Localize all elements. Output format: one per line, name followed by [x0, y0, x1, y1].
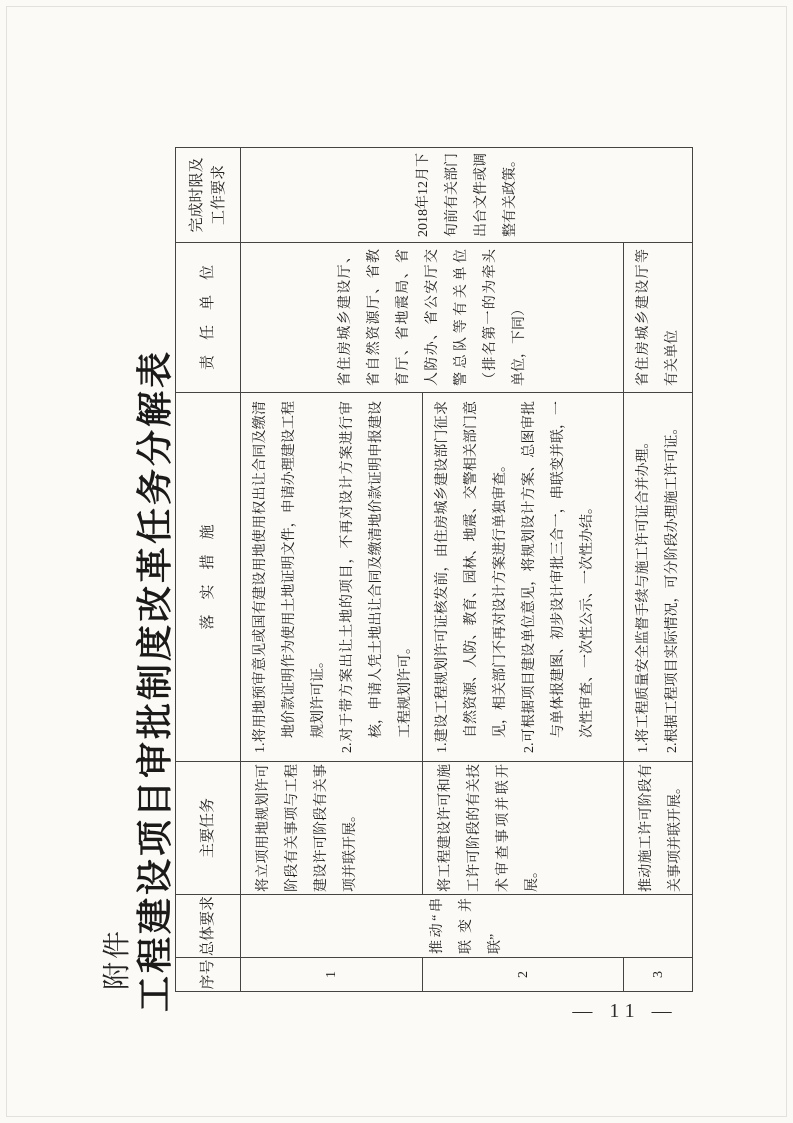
col-header-deadline-line2: 工作要求	[211, 165, 227, 226]
task-breakdown-table	[175, 147, 693, 992]
col-header-index	[176, 958, 241, 992]
col-header-responsible-label: 责任单位	[200, 250, 216, 371]
col-header-measures-label: 落实措施	[200, 509, 216, 630]
measure-item: 2.对于带方案出让土地的项目，不再对设计方案进行审核，申请人凭土地出让合同及缴清地价款证明申报建设工程规划许可。	[340, 401, 413, 753]
measure-item: 1.将用地预审意见或国有建设用地使用权出让合同及缴清地价款证明作为使用土地证明文件，申请办理建设工程规划许可证。	[253, 401, 326, 753]
overall-requirement-cell: 推动“串联变并联”	[241, 895, 693, 958]
row-2-task-cell: 将工程建设许可和施工许可阶段的有关技术审查事项并联开展。	[423, 762, 624, 895]
measure-item: 1.将工程质量安全监督手续与施工许可证合并办理。	[636, 434, 651, 753]
page-number: — 11 —	[572, 1000, 678, 1022]
rotated-landscape-content	[95, 140, 690, 1015]
col-header-overall	[176, 895, 241, 958]
row-3-measures-cell	[624, 393, 693, 762]
table-row-3	[624, 148, 693, 992]
document-title: 工程建设项目审批制度改革任务分解表	[135, 348, 175, 1012]
responsible-cell-row-3: 省住房城乡建设厅等有关单位	[624, 243, 693, 393]
row-2-index: 2	[423, 958, 624, 992]
header-row	[176, 148, 241, 992]
row-1-measures-cell	[241, 393, 423, 762]
col-header-deadline-line1: 完成时限及	[189, 157, 205, 233]
col-header-responsible	[176, 243, 241, 393]
attachment-label: 附件	[102, 927, 133, 990]
measure-item: 2.可根据项目建设单位意见，将规划设计方案、总图审批与单体报建图、初步设计审批三合一，串联变并联，一次性审查、一次性公示、一次性办结。	[522, 401, 595, 753]
col-header-overall-label: 总体要求	[200, 896, 216, 957]
deadline-cell: 2018年12月下旬前有关部门出台文件或调整有关政策。	[241, 148, 693, 243]
col-header-deadline	[176, 148, 241, 243]
table-row-1	[241, 148, 423, 992]
col-header-tasks-label: 主要任务	[200, 798, 216, 859]
col-header-tasks	[176, 762, 241, 895]
row-1-task-cell: 将立项用地规划许可阶段有关事项与工程建设许可阶段有关事项并联开展。	[241, 762, 423, 895]
col-header-index-label: 序号	[200, 959, 216, 990]
responsible-cell-rows-1-2: 省住房城乡建设厅、省自然资源厅、省教育厅、省地震局、省人防办、省公安厅交警总队等有关单位（排名第一的为牵头单位，下同）	[241, 243, 624, 393]
row-2-measures-cell	[423, 393, 624, 762]
row-1-index: 1	[241, 958, 423, 992]
row-3-task-cell: 推动施工许可阶段有关事项并联开展。	[624, 762, 693, 895]
measure-item: 1.建设工程规划许可证核发前，由住房城乡建设部门征求自然资源、人防、教育、园林、地震、交警相关部门意见，相关部门不再对设计方案进行单独审查。	[435, 401, 508, 753]
row-3-index: 3	[624, 958, 693, 992]
col-header-measures	[176, 393, 241, 762]
measure-item: 2.根据工程项目实际情况，可分阶段办理施工许可证。	[665, 420, 680, 753]
